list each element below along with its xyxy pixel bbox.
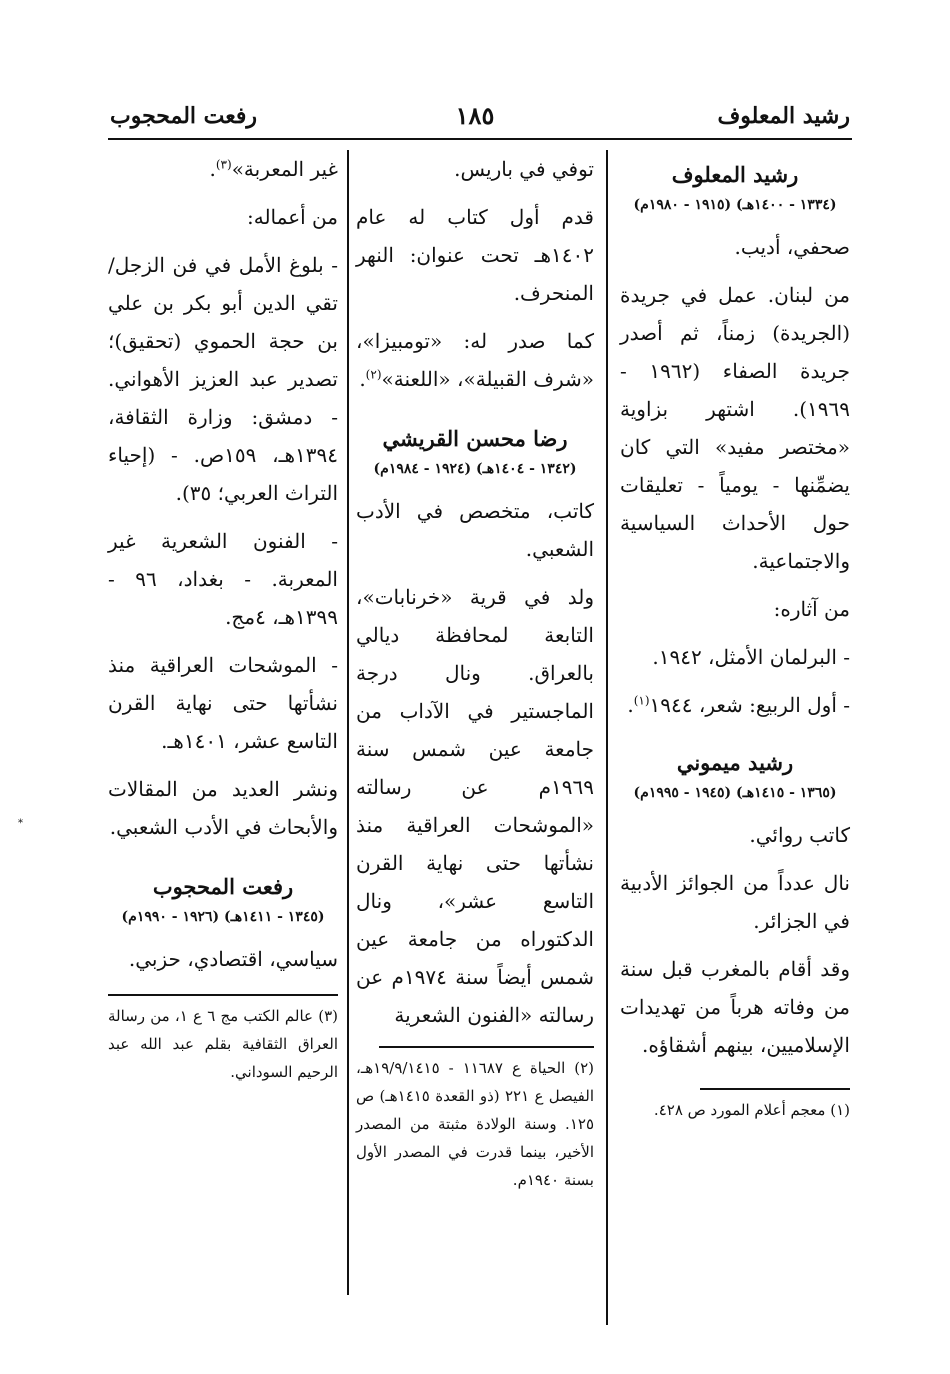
column-right [620, 150, 850, 1334]
paragraph: - بلوغ الأمل في فن الزجل/ تقي الدين أبو بكر بن علي بن حجة الحموي (تحقيق)؛ تصدير عبد العزيز الأهواني. - دمشق: وزارة الثقافة، ١٣٩٤هـ، ١٥٩ص. - (إحياء التراث العربي؛ ٣٥). [108, 253, 338, 505]
footnote-rule [379, 1046, 594, 1048]
margin-mark: * [18, 818, 23, 829]
paragraph: من لبنان. عمل في جريدة (الجريدة) زمناً، ثم أصدر جريدة الصفاء (١٩٦٢ - ١٩٦٩). اشتهر بزاوية «مختصر مفيد» التي كان يضمِّنها - يومياً - تعليقات حول الأحداث السياسية والاجتماعية. [620, 283, 850, 573]
entry-dates: (١٣٤٢ - ١٤٠٤هـ) (١٩٢٤ - ١٩٨٤م) [373, 461, 577, 477]
entry-name: رفعت المحجوب [152, 874, 294, 899]
header-rule [108, 138, 852, 140]
paragraph: ونشر العديد من المقالات والأبحاث في الأدب الشعبي. [108, 777, 338, 839]
paragraph: - البرلمان الأمثل، ١٩٤٢. [652, 645, 850, 669]
footnote-marker: (٢) [365, 367, 382, 382]
running-head-right: رشيد المعلوف [717, 103, 850, 129]
column-left [108, 150, 338, 1334]
paragraph: من أعماله: [247, 205, 338, 229]
footnote: (٢) الحياة ع ١١٦٨٧ - ١٩/٩/١٤١٥هـ، الفيصل ع ٢٢١ (ذو القعدة ١٤١٥هـ) ص ١٢٥. وسنة الولادة مثبتة من المصدر الأخير، بينما قدرت في المصدر الأول بسنة ١٩٤٠م. [356, 1059, 594, 1189]
paragraph [356, 322, 594, 398]
paragraph: كاتب، متخصص في الأدب الشعبي. [356, 499, 594, 561]
entry-name: رشيد ميموني [676, 750, 794, 775]
entry-name: رشيد المعلوف [671, 162, 799, 187]
footnote-rule [108, 994, 338, 996]
entry-dates: (١٣٦٥ - ١٤١٥هـ) (١٩٤٥ - ١٩٩٥م) [633, 785, 837, 801]
entry-dates: (١٣٣٤ - ١٤٠٠هـ) (١٩١٥ - ١٩٨٠م) [633, 197, 837, 213]
paragraph: - الفنون الشعرية غير المعربة. - بغداد، ٩٦ - ١٣٩٩هـ، ٤مج. [108, 529, 338, 629]
paragraph: قدم أول كتاب له عام ١٤٠٢هـ تحت عنوان: النهر المنحرف. [356, 205, 594, 305]
column-divider-left [347, 150, 349, 1295]
footnote: (١) معجم أعلام المورد ص ٤٢٨. [653, 1101, 850, 1119]
paragraph-text: - أول الربيع: شعر، ١٩٤٤ [649, 693, 850, 717]
paragraph-end: . [627, 693, 634, 717]
footnote: (٣) عالم الكتب مج ٦ ع ١، من رسالة العراق الثقافية بقلم عبد الله عبد الرحيم السوداني. [108, 1007, 338, 1081]
page-number: ١٨٥ [455, 101, 495, 130]
paragraph: نال عدداً من الجوائز الأدبية في الجزائر. [620, 871, 850, 933]
paragraph-text: غير المعربة» [231, 157, 338, 181]
column-divider-right [606, 150, 608, 1325]
paragraph-end: . [359, 367, 366, 391]
footnote-rule [700, 1088, 850, 1090]
paragraph [108, 150, 338, 188]
paragraph: صحفي، أديب. [734, 235, 850, 259]
paragraph-end: . [209, 157, 216, 181]
entry-name: رضا محسن القريشي [382, 426, 568, 451]
paragraph: من آثاره: [773, 597, 850, 621]
paragraph: - الموشحات العراقية منذ نشأتها حتى نهاية القرن التاسع عشر، ١٤٠١هـ. [108, 653, 338, 753]
footnote-marker: (١) [633, 693, 650, 708]
running-head-left: رفعت المحجوب [110, 103, 258, 129]
paragraph: توفي في باريس. [454, 157, 594, 181]
paragraph [620, 686, 850, 724]
entry-dates: (١٣٤٥ - ١٤١١هـ) (١٩٢٦ - ١٩٩٠م) [121, 909, 325, 925]
paragraph: ولد في قرية «خرنابات»، التابعة لمحافظة ديالي بالعراق. ونال درجة الماجستير في الآداب من جامعة عين شمس سنة ١٩٦٩م عن رسالته «الموشحات العراقية منذ نشأتها حتى نهاية القرن التاسع عشر»، ونال الدكتوراه من جامعة عين شمس أيضاً سنة ١٩٧٤م عن رسالته «الفنون الشعرية [356, 585, 594, 1027]
footnote-marker: (٣) [215, 157, 232, 172]
paragraph: سياسي، اقتصادي، حزبي. [128, 947, 338, 971]
paragraph: كاتب روائي. [749, 823, 850, 847]
column-middle [356, 150, 594, 1334]
paragraph-text: كما صدر له: «تومبيزا»، «شرف القبيلة»، «اللعنة» [356, 329, 594, 391]
paragraph: وقد أقام بالمغرب قبل سنة من وفاته هرباً من تهديدات الإسلاميين، بينهم أشقاؤه. [620, 957, 850, 1057]
